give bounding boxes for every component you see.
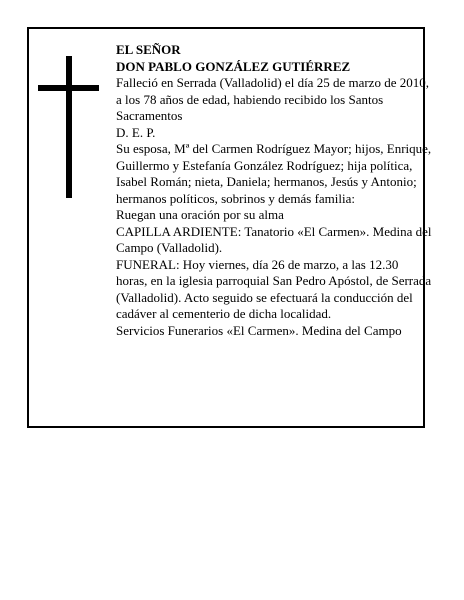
funeral-home: Servicios Funerarios «El Carmen». Medina del Campo [116,322,402,338]
funeral-info: FUNERAL: Hoy viernes, día 26 de marzo, a las 12.30 horas, en la iglesia parroquial San Pedro Apóstol, de Serrada (Valladolid). Acto seguido se efectuará la conducción del cadáver al cementerio de dicha localidad. [116,256,432,321]
dep-line: D. E. P. [116,124,156,140]
obituary-text [116,42,432,339]
family-list: Su esposa, Mª del Carmen Rodríguez Mayor; hijos, Enrique, Guillermo y Estefanía González Rodríguez; hija política, Isabel Román; nieta, Daniela; hermanos, Jesús y Antonio; hermanos políticos, sobrinos y demás familia: [116,141,432,206]
title-line-1: EL SEÑOR [116,42,181,57]
deceased-name: DON PABLO GONZÁLEZ GUTIÉRREZ [116,58,351,74]
cross-horizontal-bar [38,85,99,91]
prayer-request: Ruegan una oración por su alma [116,207,284,222]
obituary-notice [27,27,432,428]
chapel-info: CAPILLA ARDIENTE: Tanatorio «El Carmen». Medina del Campo (Valladolid). [116,223,432,255]
death-statement: Falleció en Serrada (Valladolid) el día 25 de marzo de 2010, a los 78 años de edad, habiendo recibido los Santos Sacramentos [116,75,429,123]
cross-vertical-bar [66,56,72,198]
